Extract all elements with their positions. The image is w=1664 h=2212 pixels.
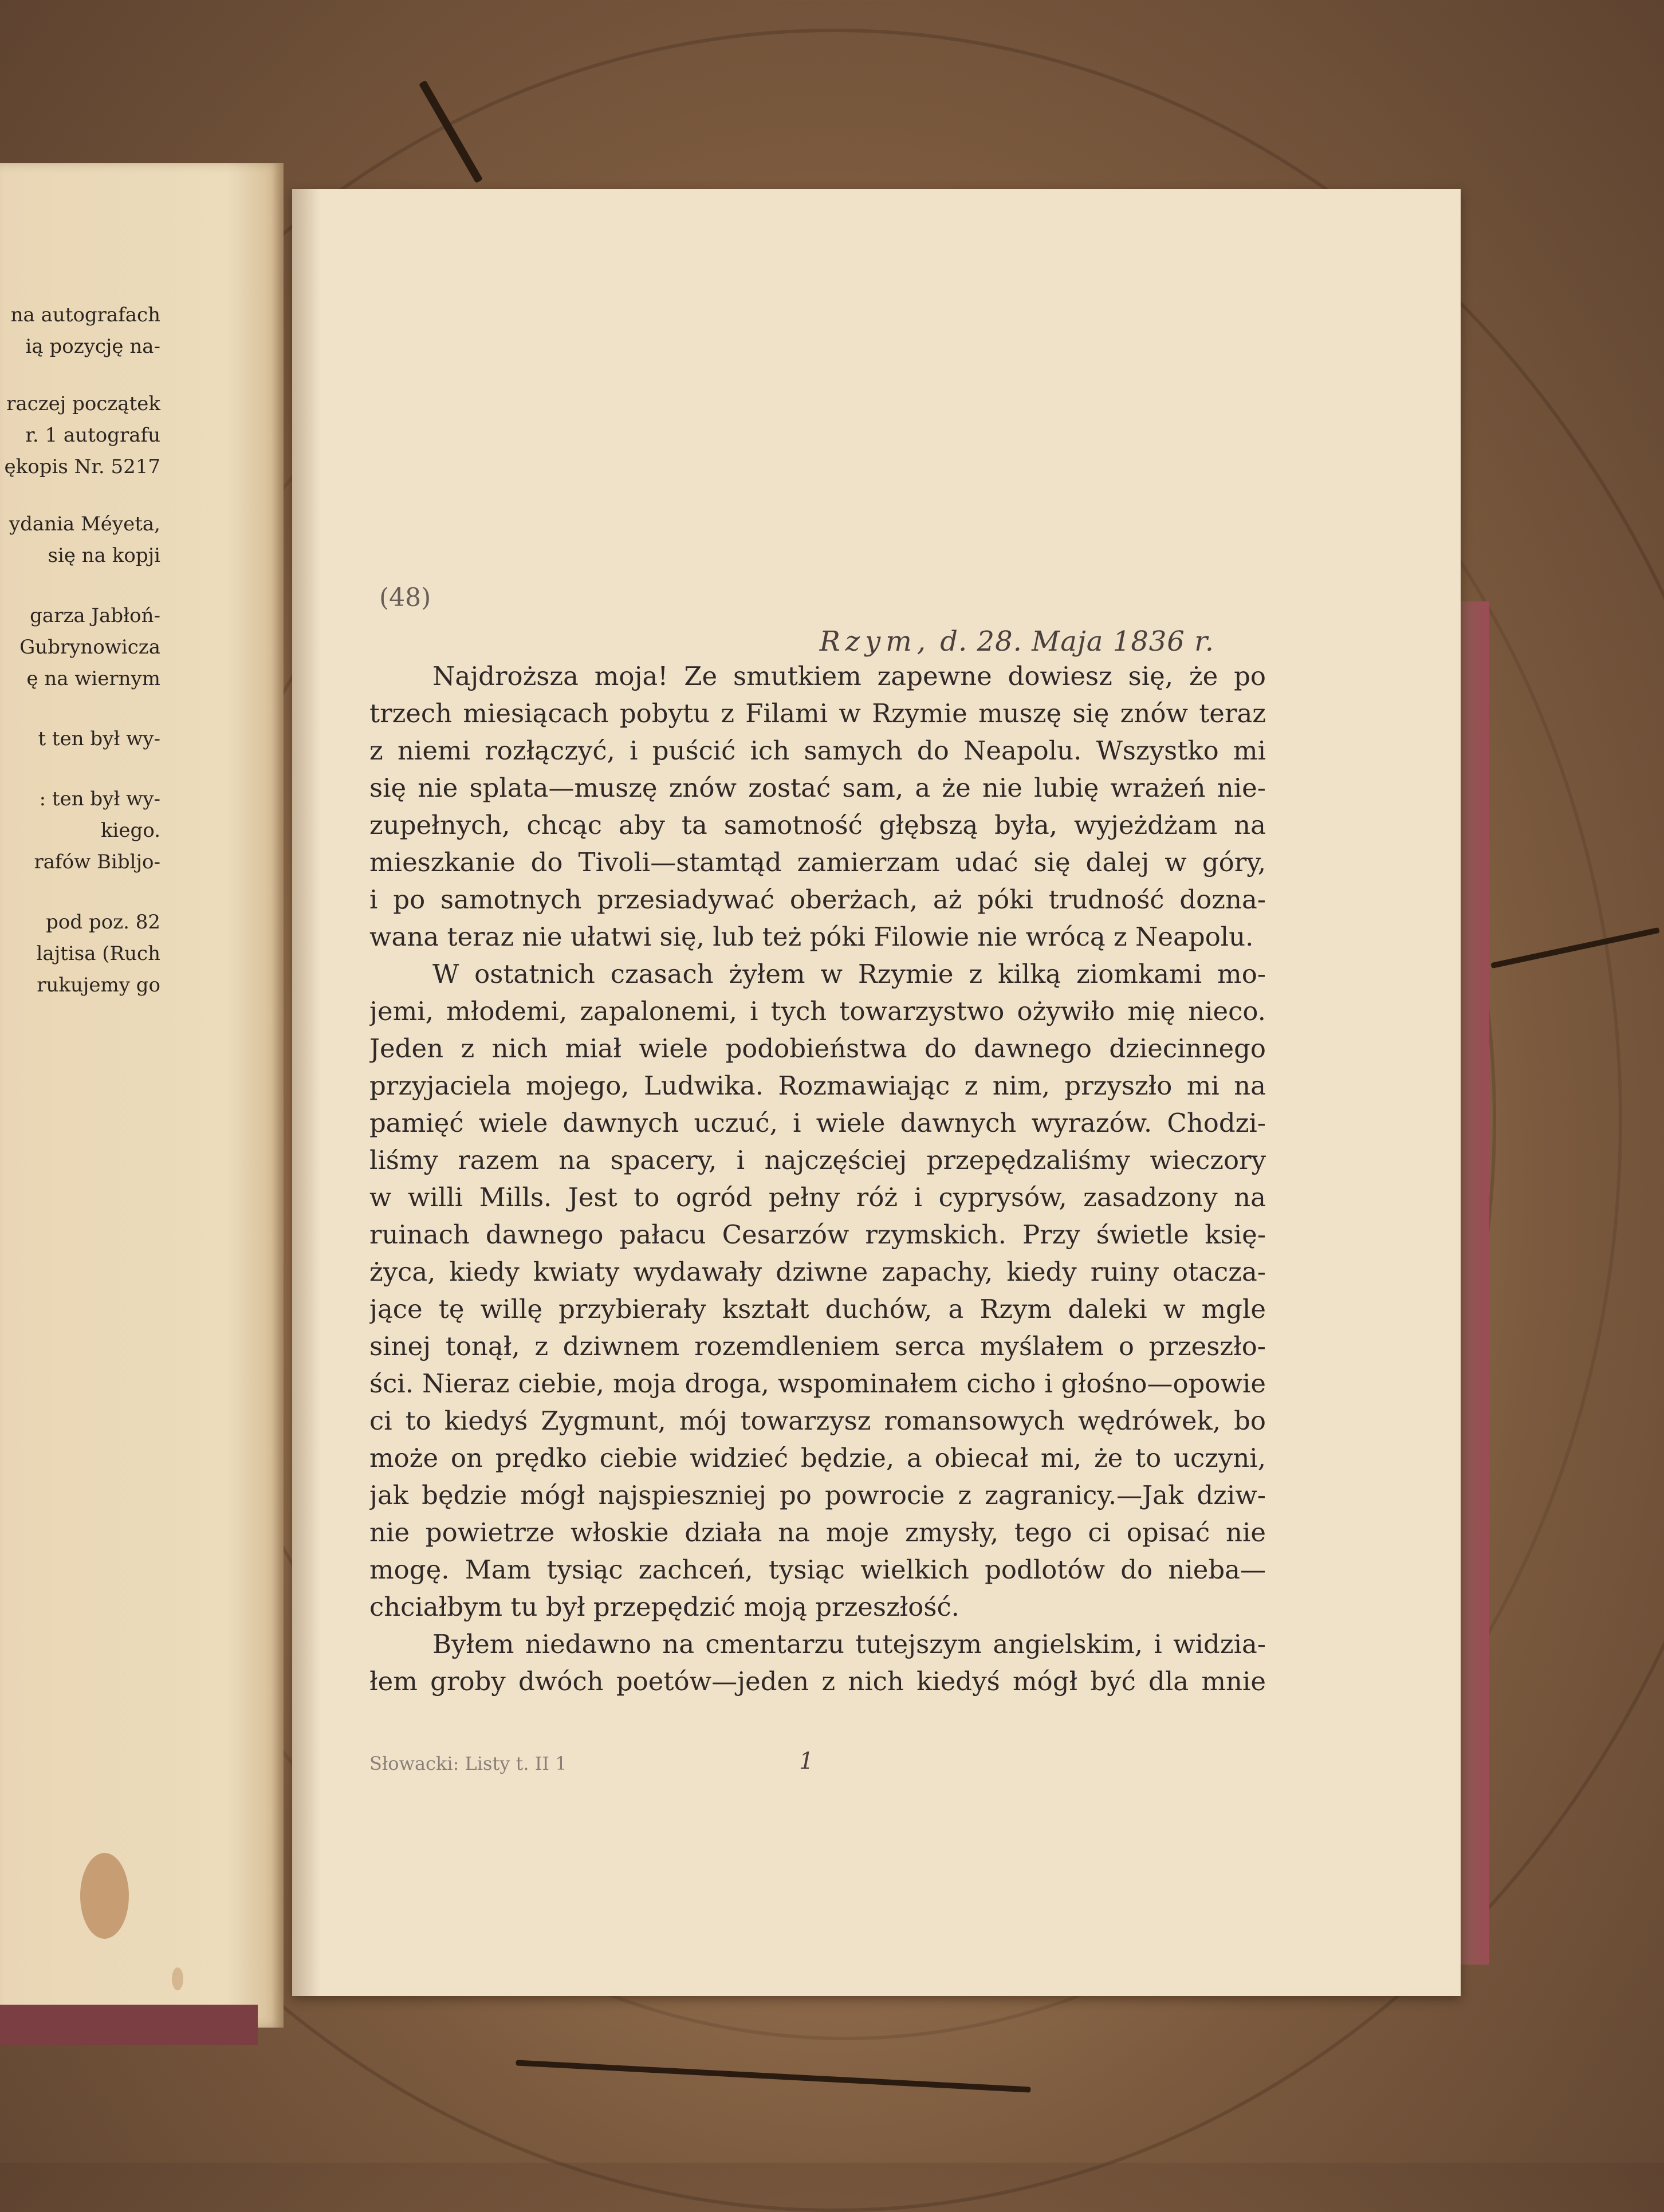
text-line: chciałbym tu był przepędzić moją przeszłość. — [369, 1592, 959, 1622]
text-line: W ostatnich czasach żyłem w Rzymie z kilką ziomkami mo- — [432, 959, 1266, 989]
text-line: pamięć wiele dawnych uczuć, i wiele dawnych wyrazów. Chodzi- — [369, 1108, 1266, 1138]
paper-stain — [172, 1967, 183, 1990]
left-page-line: r. 1 autografu — [25, 424, 160, 447]
letter-dateline — [820, 625, 1214, 658]
left-page-line: pod poz. 82 — [46, 911, 160, 934]
left-page-line: na autografach — [10, 304, 160, 326]
text-line: mogę. Mam tysiąc zachceń, tysiąc wielkich podlotów do nieba— — [369, 1554, 1266, 1585]
text-line: się nie splata—muszę znów zostać sam, a że nie lubię wrażeń nie- — [369, 773, 1266, 803]
book-page — [292, 189, 1461, 1996]
spine-shadow — [292, 189, 321, 1996]
text-line: sinej tonął, z dziwnem rozemdleniem serca myślałem o przeszło- — [369, 1331, 1266, 1361]
text-line: z niemi rozłączyć, i puścić ich samych do Neapolu. Wszystko mi — [369, 735, 1266, 766]
text-line: przyjaciela mojego, Ludwika. Rozmawiając z nim, przyszło mi na — [369, 1070, 1266, 1101]
dateline-place: Rzym, — [819, 625, 931, 658]
left-page-line: Gubrynowicza — [19, 636, 160, 659]
dateline-date: d. 28. Maja 1836 r. — [940, 625, 1214, 658]
text-line: jemi, młodemi, zapalonemi, i tych towarzystwo ożywiło mię nieco. — [369, 996, 1266, 1026]
left-page-line: rafów Bibljo- — [34, 851, 160, 873]
left-page-line: się na kopji — [48, 544, 160, 567]
text-line: życa, kiedy kwiaty wydawały dziwne zapachy, kiedy ruiny otacza- — [369, 1257, 1266, 1287]
text-line: Byłem niedawno na cmentarzu tutejszym angielskim, i widzia- — [432, 1629, 1266, 1659]
left-page-line: garza Jabłoń- — [30, 604, 160, 627]
left-page-line: kiego. — [100, 819, 160, 842]
text-line: wana teraz nie ułatwi się, lub też póki Filowie nie wrócą z Neapolu. — [369, 922, 1254, 952]
text-line: ci to kiedyś Zygmunt, mój towarzysz romansowych wędrówek, bo — [369, 1406, 1266, 1436]
text-line: ruinach dawnego pałacu Cesarzów rzymskich. Przy świetle księ- — [369, 1219, 1266, 1250]
text-line: ści. Nieraz ciebie, moja droga, wspominałem cicho i głośno—opowie — [369, 1368, 1266, 1399]
text-line: jak będzie mógł najspieszniej po powrocie z zagranicy.—Jak dziw- — [369, 1480, 1266, 1510]
text-line: liśmy razem na spacery, i najczęściej przepędzaliśmy wieczory — [369, 1145, 1266, 1175]
page-footer-signature: Słowacki: Listy t. II 1 — [369, 1753, 567, 1774]
left-page-line: lajtisa (Ruch — [36, 942, 160, 965]
paper-stain — [80, 1853, 129, 1939]
text-line: jące tę willę przybierały kształt duchów, a Rzym daleki w mgle — [369, 1294, 1266, 1324]
text-line: trzech miesiącach pobytu z Filami w Rzymie muszę się znów teraz — [369, 698, 1266, 729]
page-footer-mark: 1 — [799, 1748, 814, 1774]
left-page-line: ią pozycję na- — [25, 335, 160, 358]
letter-number: (48) — [379, 583, 431, 612]
left-facing-page — [0, 163, 284, 2028]
text-line: może on prędko ciebie widzieć będzie, a obiecał mi, że to uczyni, — [369, 1443, 1266, 1473]
left-page-line: rukujemy go — [37, 974, 160, 997]
book-cover-edge — [0, 2005, 258, 2045]
text-line: łem groby dwóch poetów—jeden z nich kiedyś mógł być dla mnie — [369, 1666, 1266, 1697]
left-page-line: raczej początek — [6, 392, 160, 415]
text-line: mieszkanie do Tivoli—stamtąd zamierzam udać się dalej w góry, — [369, 847, 1266, 877]
left-page-line: : ten był wy- — [39, 788, 160, 810]
text-line: zupełnych, chcąc aby ta samotność głębszą była, wyjeżdżam na — [369, 810, 1266, 840]
text-line: Jeden z nich miał wiele podobieństwa do dawnego dziecinnego — [369, 1033, 1266, 1064]
text-line: Najdroższa moja! Ze smutkiem zapewne dowiesz się, że po — [432, 661, 1266, 691]
left-page-line: ę na wiernym — [26, 667, 160, 690]
letter-body — [369, 658, 1266, 1700]
left-page-line: t ten był wy- — [38, 727, 160, 750]
text-line: i po samotnych przesiadywać oberżach, aż póki trudność dozna- — [369, 884, 1266, 915]
text-line: w willi Mills. Jest to ogród pełny róż i cyprysów, zasadzony na — [369, 1182, 1266, 1213]
book-cover-edge — [1461, 601, 1489, 1965]
left-page-line: ydania Méyeta, — [9, 513, 160, 536]
left-page-line: ękopis Nr. 5217 — [4, 455, 160, 478]
text-line: nie powietrze włoskie działa na moje zmysły, tego ci opisać nie — [369, 1517, 1266, 1548]
